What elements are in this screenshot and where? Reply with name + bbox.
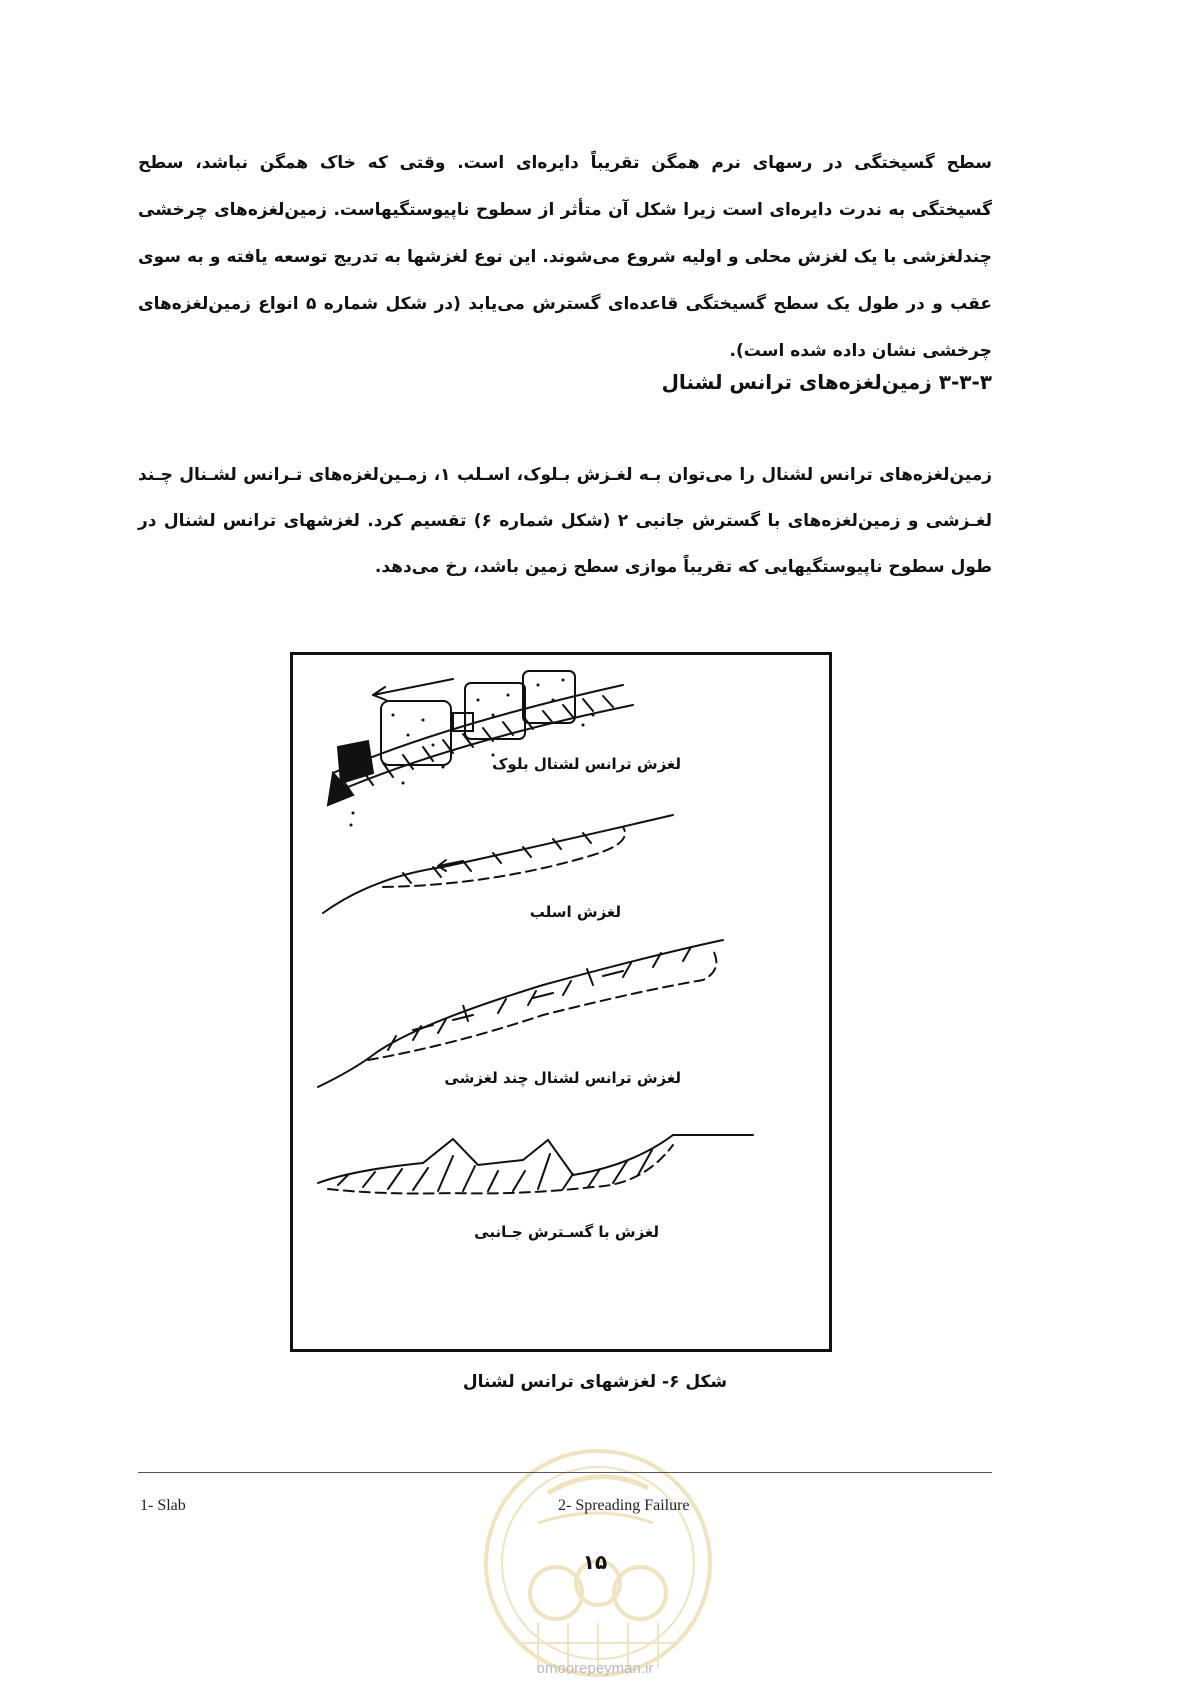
label-block-slide: لغزش ترانس لشنال بلوک xyxy=(492,755,681,773)
paragraph-translational-slides: زمین‌لغزه‌های ترانس لشنال را می‌توان بـه لغـزش بـلوک، اسـلب ۱، زمـین‌لغزه‌های تـرانس لشـنال چـند لغـزشی و زمین‌لغزه‌های با گسترش جانبی ۲ (شکل شماره ۶) تقسیم کرد. لغزشهای ترانس لشنال در طول سطوح ناپیوستگیهایی که تقریباً موازی سطح زمین باشد، رخ می‌دهد. xyxy=(138,465,993,577)
watermark-url: omoorepeyman.ir xyxy=(536,1660,654,1677)
paragraph-rotational-slides: سطح گسیختگی در رسهای نرم همگن تقریباً دایره‌ای است. وقتی که خاک همگن نباشد، سطح گسیختگی به ندرت دایره‌ای است زیرا شکل آن متأثر از سطوح ناپیوستگیهاست. زمین‌لغزه‌های چرخشی چندلغزشی با یک لغزش محلی و اولیه شروع می‌شوند. این نوع لغزشها به تدریج توسعه یافته و به سوی عقب و در طول یک سطح گسیختگی قاعده‌ای گسترش می‌یابد (در شکل شماره ۵ انواع زمین‌لغزه‌های چرخشی نشان داده شده است). xyxy=(138,153,992,361)
figure-caption: شکل ۶- لغزشهای ترانس لشنال xyxy=(462,1372,728,1392)
block-slide-sketch xyxy=(328,671,633,827)
section-heading: ۳-۳-۳ زمین‌لغزه‌های ترانس لشنال xyxy=(661,370,992,394)
label-spreading-slide: لغزش با گسـترش جـانبی xyxy=(474,1223,659,1241)
spreading-slide-sketch xyxy=(318,1135,753,1194)
footnote-slab: 1- Slab xyxy=(140,1497,186,1514)
slab-slide-sketch xyxy=(323,815,673,913)
footnote-spreading-failure: 2- Spreading Failure xyxy=(558,1497,690,1514)
footnote-divider xyxy=(138,1472,992,1473)
figure-translational-slides xyxy=(290,652,832,1352)
label-slab-slide: لغزش اسلب xyxy=(529,903,621,921)
label-multiple-slide: لغزش ترانس لشنال چند لغزشی xyxy=(444,1069,681,1087)
multiple-slide-sketch xyxy=(318,940,723,1087)
page-number: ۱۵ xyxy=(582,1550,608,1574)
